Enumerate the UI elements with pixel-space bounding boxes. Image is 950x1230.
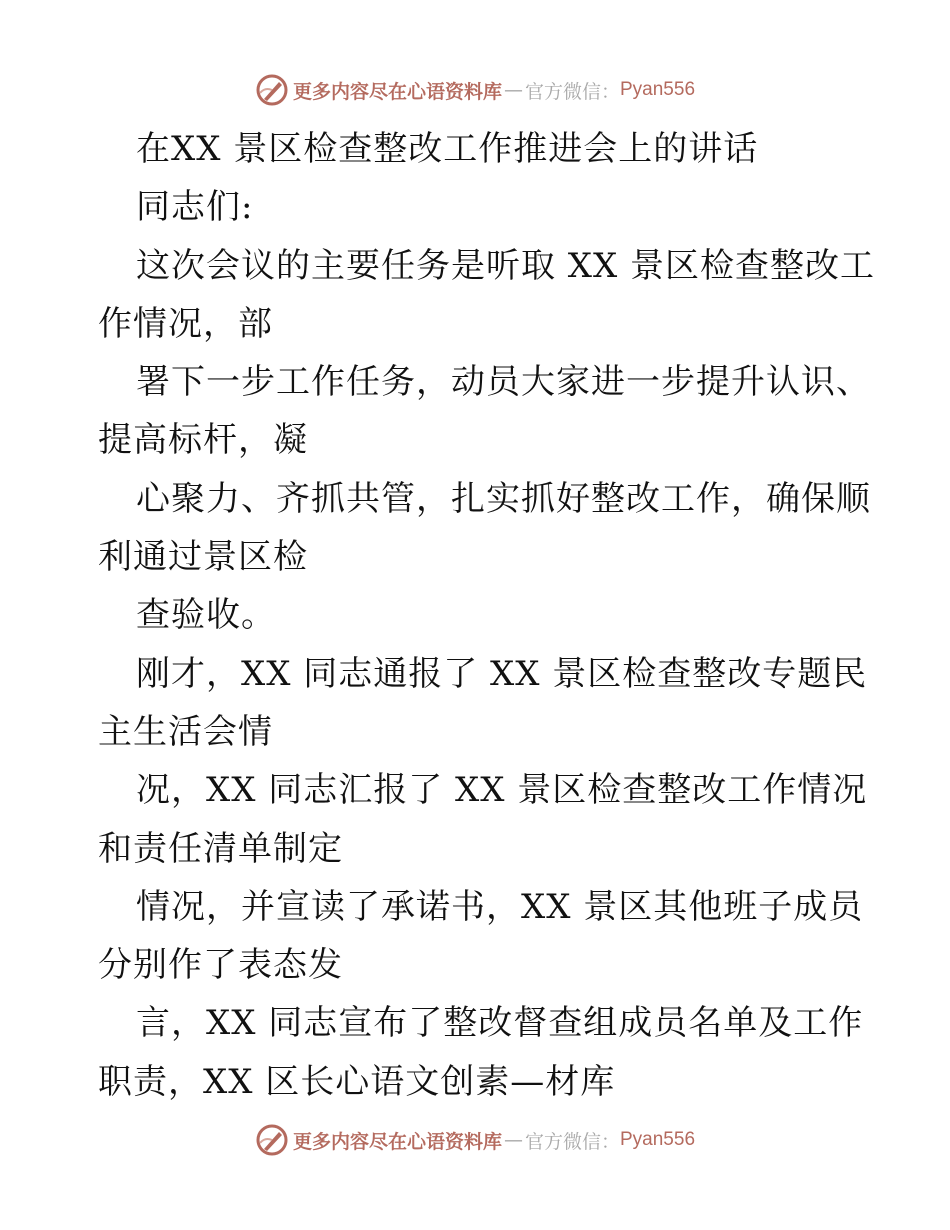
text-line: 利通过景区检 — [98, 537, 308, 578]
watermark-separator: — — [503, 1129, 523, 1151]
text-line: 署下一步工作任务，动员大家进一步提升认识、 — [136, 362, 871, 403]
text-line: 况，XX 同志汇报了 XX 景区检查整改工作情况 — [136, 770, 868, 811]
text-line: 和责任清单制定 — [98, 828, 343, 869]
text-line: 查验收。 — [136, 595, 276, 636]
text-line: 情况，并宣读了承诺书，XX 景区其他班子成员 — [136, 886, 864, 927]
watermark-brand: 更多内容尽在心语资料库 — [292, 80, 502, 103]
text-line: 同志们: — [136, 187, 254, 228]
text-line: 这次会议的主要任务是听取 XX 景区检查整改工 — [136, 245, 876, 286]
watermark-contact-label: 官方微信： — [524, 1130, 620, 1153]
document-body — [98, 120, 878, 1111]
text-line: 心聚力、齐抓共管，扎实抓好整改工作，确保顺 — [136, 478, 871, 519]
watermark-contact-id: Pyan556 — [620, 79, 696, 100]
footer-watermark — [0, 1120, 950, 1160]
text-line: 作情况，部 — [98, 303, 273, 344]
text-line: 在XX 景区检查整改工作推进会上的讲话 — [136, 129, 759, 169]
text-line: 职责，XX 区长心语文创素—材库 — [98, 1061, 616, 1102]
watermark-brand: 更多内容尽在心语资料库 — [292, 1130, 502, 1153]
watermark-contact-label: 官方微信： — [524, 80, 620, 103]
feather-pen-icon — [255, 1123, 289, 1157]
feather-pen-icon — [255, 73, 289, 107]
header-watermark — [0, 70, 950, 110]
text-line: 言，XX 同志宣布了整改督查组成员名单及工作 — [136, 1003, 864, 1044]
text-line: 主生活会情 — [98, 711, 273, 752]
watermark-separator: — — [503, 79, 523, 101]
watermark-contact-id: Pyan556 — [620, 1129, 696, 1150]
text-line: 分别作了表态发 — [98, 945, 343, 986]
text-line: 刚才，XX 同志通报了 XX 景区检查整改专题民 — [136, 653, 868, 694]
text-line: 提高标杆，凝 — [98, 420, 308, 461]
